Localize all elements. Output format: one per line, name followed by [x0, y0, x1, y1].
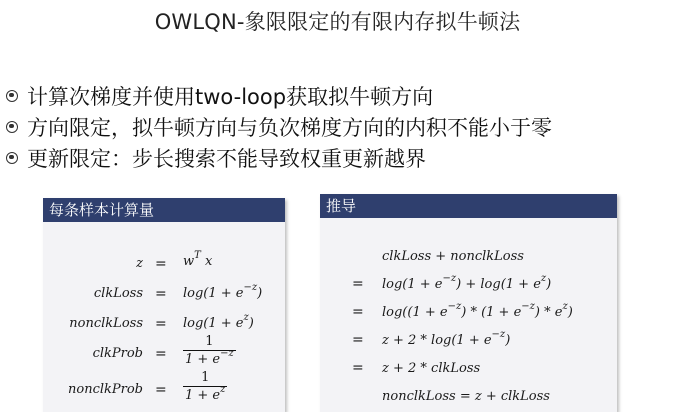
equals-sign: =: [155, 346, 167, 362]
derivation-box: [320, 194, 617, 412]
derivation-expression: z + 2 * clkLoss: [382, 361, 481, 376]
bullet-text: 方向限定，拟牛顿方向与负次梯度方向的内积不能小于零: [27, 115, 552, 140]
derivation-expression: clkLoss + nonclkLoss: [382, 249, 524, 264]
equals-sign: =: [352, 304, 364, 320]
equation-lhs: nonclkProb: [68, 382, 143, 397]
equation-rhs: $\log(1 + e^z)$: [183, 312, 254, 331]
equation-row: [43, 286, 143, 306]
bullet-list: [6, 80, 552, 173]
equation-rhs: $\log(1 + e^{-z})$: [183, 282, 263, 301]
slide-title: OWLQN-象限限定的有限内存拟牛顿法: [154, 10, 521, 34]
derivation-row: [320, 329, 617, 352]
bullet-text: 更新限定：步长搜索不能导致权重更新越界: [27, 146, 426, 171]
equals-sign: =: [155, 382, 167, 398]
radio-bullet-icon: [6, 121, 18, 133]
equals-sign: =: [155, 286, 167, 302]
equation-row: [43, 382, 143, 402]
fraction-denominator: $1 + e^z$: [185, 384, 226, 403]
derivation-row: [320, 248, 617, 268]
equals-sign: =: [155, 316, 167, 332]
derivation-expression: $\log(1 + e^{-z}) + \log(1 + e^z)$: [382, 273, 552, 292]
equation-lhs: clkLoss: [93, 286, 143, 301]
fraction: [183, 370, 227, 403]
equation-lhs: z: [136, 256, 143, 271]
derivation-row: [320, 301, 617, 324]
radio-bullet-icon: [6, 152, 18, 164]
box-header: 每条样本计算量: [43, 198, 285, 222]
radio-bullet-icon: [6, 90, 18, 102]
derivation-row: [320, 388, 617, 408]
equals-sign: =: [155, 256, 167, 272]
equals-sign: =: [352, 360, 364, 376]
equation-lhs: nonclkLoss: [69, 316, 143, 331]
equation-block: [43, 222, 285, 412]
derivation-block: [320, 218, 617, 410]
equals-sign: =: [352, 332, 364, 348]
derivation-row: [320, 273, 617, 296]
sample-computation-box: [43, 198, 285, 412]
equation-row: [43, 316, 143, 336]
equation-row: [43, 346, 143, 366]
fraction-numerator: 1: [205, 334, 214, 349]
derivation-expression: $z + 2 * \log(1 + e^{-z})$: [382, 329, 511, 348]
equals-sign: =: [352, 276, 364, 292]
derivation-expression: nonclkLoss = z + clkLoss: [382, 389, 550, 404]
fraction-denominator: $1 + e^{-z}$: [185, 348, 234, 367]
equation-row: [43, 256, 143, 276]
box-header: 推导: [320, 194, 617, 218]
bullet-item: [6, 142, 552, 173]
bullet-item: [6, 80, 552, 111]
bullet-item: [6, 111, 552, 142]
fraction-numerator: 1: [201, 370, 210, 385]
derivation-expression: $\log((1 + e^{-z}) * (1 + e^{-z}) * e^z)$: [382, 301, 573, 320]
fraction: [183, 334, 236, 367]
equation-rhs: $w^T$ x: [183, 250, 213, 269]
bullet-text: 计算次梯度并使用two-loop获取拟牛顿方向: [27, 84, 434, 109]
equation-lhs: clkProb: [92, 346, 143, 361]
derivation-row: [320, 360, 617, 380]
